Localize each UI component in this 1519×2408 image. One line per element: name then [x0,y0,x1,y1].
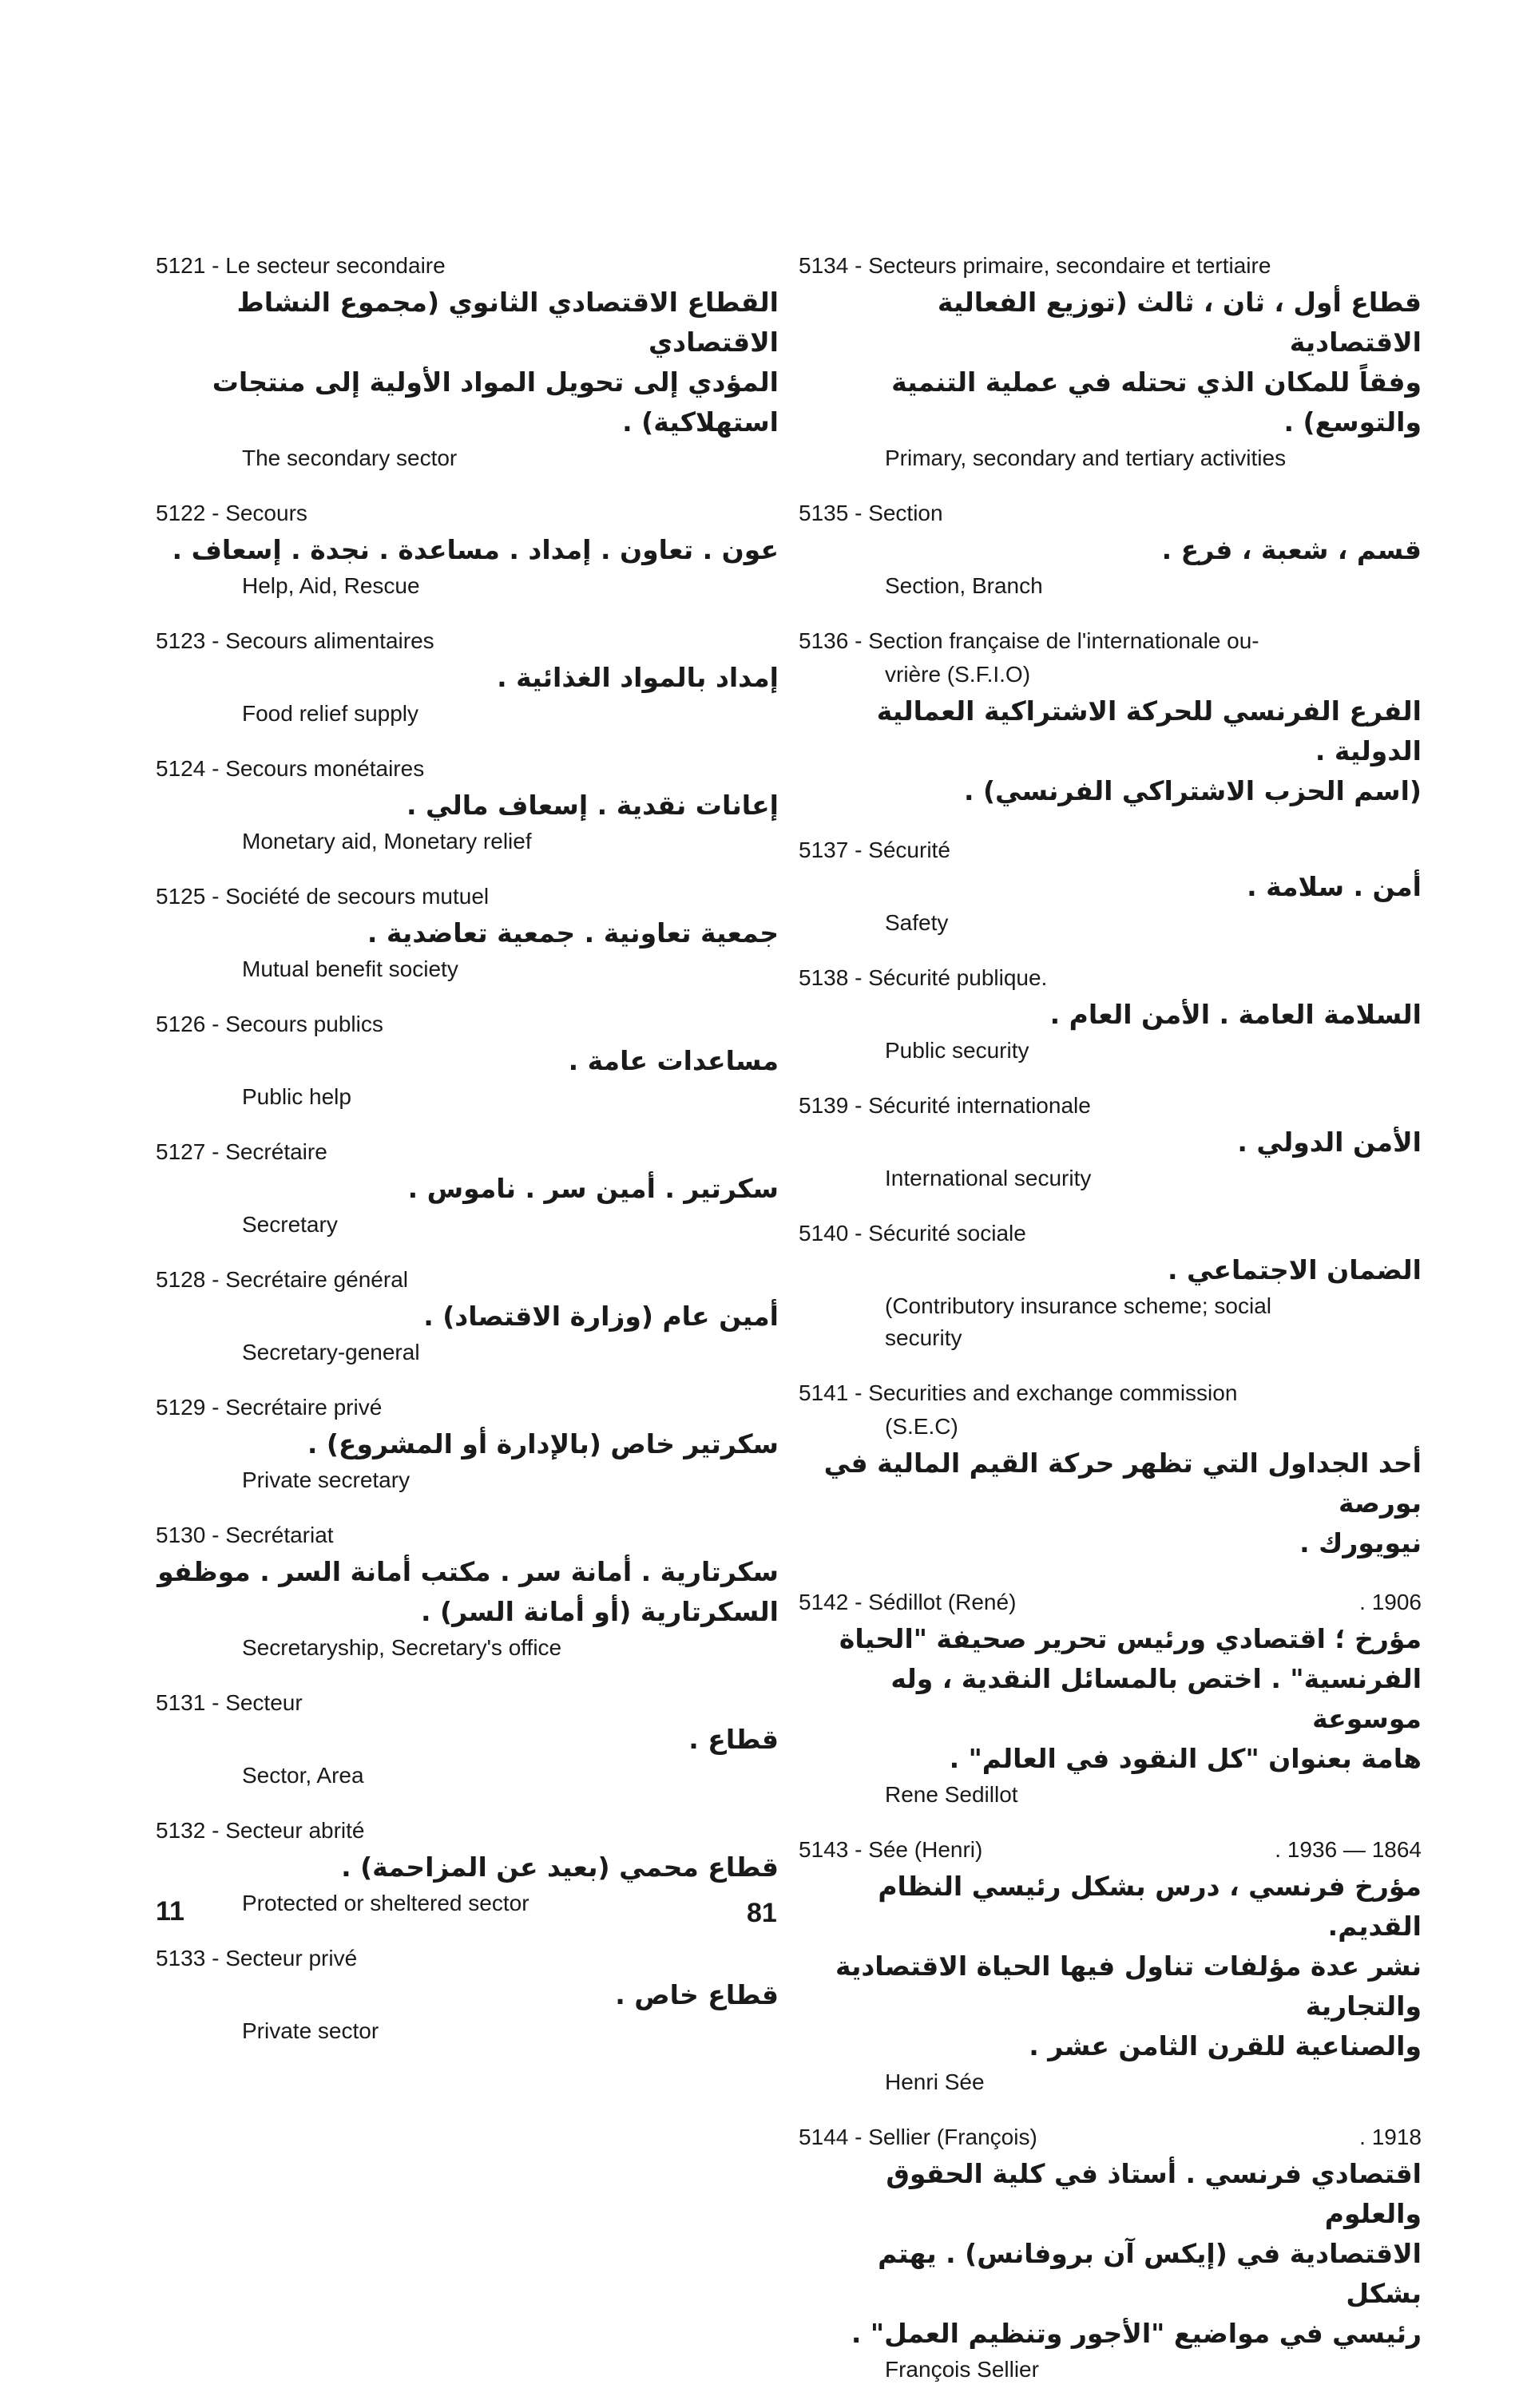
entry-separator: - [848,1837,869,1862]
entry-heading [156,1263,779,1297]
entry-dates: . 1906 [1359,1590,1422,1614]
arabic-definition: سكرتير خاص (بالإدارة أو المشروع) . [307,1428,779,1459]
entry-heading [799,2121,1422,2154]
entry-number: 5143 [799,1837,849,1862]
right-column [799,249,1422,2408]
entry-number: 5141 [799,1380,849,1405]
entry-number: 5132 [156,1818,206,1843]
entry-number: 5135 [799,501,849,525]
entry-heading [799,961,1422,995]
english-equivalent: Private sector [242,2018,379,2043]
entry-heading [156,1519,779,1552]
english-equivalent: Help, Aid, Rescue [242,573,420,598]
english-equivalent: Secretaryship, Secretary's office [242,1635,562,1660]
entry-term: Secteur privé [225,1946,358,1970]
arabic-definition: نشر عدة مؤلفات تناول فيها الحياة الاقتصادية والتجارية [835,1951,1422,2022]
arabic-definition: عون . تعاون . إمداد . مساعدة . نجدة . إسعاف . [172,534,779,565]
entry-term: Secrétaire général [225,1267,408,1292]
entry-number: 5139 [799,1093,849,1118]
arabic-definition: اقتصادي فرنسي . أستاذ في كلية الحقوق والعلوم [886,2158,1422,2229]
entry-separator: - [205,628,226,653]
entry-term: Secours [225,501,307,525]
english-equivalent: Monetary aid, Monetary relief [242,829,532,853]
entry-dates: . 1936 — 1864 [1275,1837,1422,1862]
entry-heading [799,249,1422,283]
entry-number: 5137 [799,838,849,862]
entry-term: Secrétaire [225,1139,327,1164]
arabic-definition: قطاع محمي (بعيد عن المزاحمة) . [341,1852,779,1883]
dictionary-entry [156,880,779,985]
english-equivalent: Protected or sheltered sector [242,1891,529,1915]
entry-dates: . 1918 [1359,2125,1422,2149]
entry-number: 5142 [799,1590,849,1614]
entry-number: 5136 [799,628,849,653]
arabic-definition: إمداد بالمواد الغذائية . [497,662,779,693]
entry-term: Secteur [225,1690,303,1715]
english-equivalent: Food relief supply [242,701,419,726]
entry-term: Section [868,501,943,525]
entry-number: 5144 [799,2125,849,2149]
entry-number: 5129 [156,1395,206,1420]
entry-number: 5126 [156,1012,206,1036]
dictionary-entry [156,1942,779,2047]
english-equivalent: security [885,1325,962,1350]
entry-term: Secteur abrité [225,1818,365,1843]
entry-heading [156,752,779,786]
english-equivalent: International security [885,1166,1092,1190]
entry-term: Sédillot (René) [868,1590,1017,1614]
entry-term: Secours monétaires [225,756,425,781]
arabic-definition: قسم ، شعبة ، فرع . [1161,534,1422,565]
entry-heading [799,1089,1422,1123]
entry-number: 5127 [156,1139,206,1164]
english-equivalent: Secretary-general [242,1340,420,1364]
entry-separator: - [205,1946,226,1970]
dictionary-entry [799,1089,1422,1194]
entry-separator: - [848,965,869,990]
arabic-definition: الفرنسية" . اختص بالمسائل النقدية ، وله موسوعة [890,1663,1422,1734]
entry-number: 5122 [156,501,206,525]
entry-heading-continued: (S.E.C) [885,1414,958,1439]
dictionary-entry [799,834,1422,939]
entry-term: Secours publics [225,1012,383,1036]
arabic-definition: نيويورك . [1299,1527,1422,1558]
entry-number: 5131 [156,1690,206,1715]
entry-heading [799,624,1422,658]
entry-separator: - [205,1012,226,1036]
arabic-definition: قطاع خاص . [615,1979,779,2010]
english-equivalent: François Sellier [885,2357,1039,2382]
dictionary-entry [799,961,1422,1067]
entry-heading [156,880,779,913]
english-equivalent: Secretary [242,1212,338,1237]
entry-heading-continued: vrière (S.F.I.O) [885,662,1031,687]
entry-term: Sécurité sociale [868,1221,1026,1246]
entry-separator: - [848,253,869,278]
english-equivalent: Henri Sée [885,2069,985,2094]
arabic-definition: الأمن الدولي . [1237,1127,1422,1158]
entry-heading [799,1833,1422,1867]
entry-number: 5134 [799,253,849,278]
entry-separator: - [848,1590,869,1614]
entry-separator: - [205,1523,226,1547]
arabic-definition: أمين عام (وزارة الاقتصاد) . [423,1301,779,1332]
entry-separator: - [205,884,226,909]
arabic-definition: وفقاً للمكان الذي تحتله في عملية التنمية والتوسع) . [891,366,1422,438]
entry-term: Sellier (François) [868,2125,1037,2149]
entry-separator: - [205,501,226,525]
entry-term: Sée (Henri) [868,1837,983,1862]
entry-heading [156,624,779,658]
entry-number: 5128 [156,1267,206,1292]
entry-term: Sécurité publique. [868,965,1048,990]
arabic-definition: إعانات نقدية . إسعاف مالي . [406,790,779,821]
arabic-definition: السلامة العامة . الأمن العام . [1049,999,1422,1030]
page-number: 81 [747,1898,777,1928]
arabic-definition: أحد الجداول التي تظهر حركة القيم المالية في بورصة [823,1448,1422,1519]
entry-term: Secrétariat [225,1523,334,1547]
dictionary-entry [799,624,1422,811]
entry-heading [156,1135,779,1169]
entry-heading [156,1942,779,1975]
entry-number: 5125 [156,884,206,909]
dictionary-entry [156,1135,779,1241]
entry-separator: - [848,838,869,862]
entry-separator: - [205,1139,226,1164]
dictionary-entry [156,1008,779,1113]
entry-number: 5133 [156,1946,206,1970]
arabic-definition: استهلاكية) . [622,406,779,438]
entry-separator: - [205,1690,226,1715]
dictionary-entry [156,497,779,602]
arabic-definition: الضمان الاجتماعي . [1168,1254,1422,1285]
english-equivalent: The secondary sector [242,446,458,470]
arabic-definition: المؤدي إلى تحويل المواد الأولية إلى منتجات [212,366,779,398]
entry-number: 5124 [156,756,206,781]
english-equivalent: Section, Branch [885,573,1043,598]
entry-separator: - [205,1395,226,1420]
entry-separator: - [205,1818,226,1843]
arabic-definition: والصناعية للقرن الثامن عشر . [1029,2030,1422,2061]
dictionary-entry [799,249,1422,474]
entry-number: 5123 [156,628,206,653]
english-equivalent: Sector, Area [242,1763,364,1788]
dictionary-entry [799,1376,1422,1563]
entry-heading [156,1008,779,1041]
entry-number: 5130 [156,1523,206,1547]
entry-heading [156,497,779,530]
dictionary-entry [799,1833,1422,2098]
entry-term: Le secteur secondaire [225,253,446,278]
english-equivalent: Safety [885,910,949,935]
entry-separator: - [848,1221,869,1246]
entry-separator: - [205,756,226,781]
arabic-definition: السكرتارية (أو أمانة السر) . [420,1596,779,1627]
entry-heading [799,1376,1422,1410]
arabic-definition: أمن . سلامة . [1247,871,1422,902]
dictionary-entry [156,1814,779,1919]
english-equivalent: Rene Sedillot [885,1782,1018,1807]
english-equivalent: (Contributory insurance scheme; social [885,1293,1271,1318]
entry-separator: - [848,1093,869,1118]
arabic-definition: الاقتصادية في (إيكس آن بروفانس) . يهتم بشكل [878,2238,1422,2309]
folio-left: 11 [156,1896,184,1927]
arabic-definition: سكرتير . أمين سر . ناموس . [407,1173,779,1204]
arabic-definition: جمعية تعاونية . جمعية تعاضدية . [367,917,779,949]
entry-term: Secrétaire privé [225,1395,383,1420]
entry-separator: - [848,501,869,525]
entry-term: Sécurité [868,838,950,862]
dictionary-entry [156,1391,779,1496]
left-column [156,249,779,2069]
entry-number: 5138 [799,965,849,990]
entry-separator: - [848,628,869,653]
entry-separator: - [848,1380,869,1405]
entry-term: Secteurs primaire, secondaire et tertiaire [868,253,1271,278]
arabic-definition: سكرتارية . أمانة سر . مكتب أمانة السر . موظفو [157,1556,779,1587]
dictionary-entry [799,2121,1422,2386]
entry-term: Securities and exchange commission [868,1380,1238,1405]
dictionary-entry [156,1263,779,1368]
arabic-definition: الفرع الفرنسي للحركة الاشتراكية العمالية الدولية . [876,695,1422,766]
entry-term: Sécurité internationale [868,1093,1091,1118]
dictionary-entry [799,1217,1422,1354]
dictionary-entry [156,249,779,474]
entry-heading [156,1814,779,1848]
entry-separator: - [848,2125,869,2149]
arabic-definition: قطاع . [688,1724,779,1755]
dictionary-entry [799,497,1422,602]
arabic-definition: مؤرخ ؛ اقتصادي ورئيس تحرير صحيفة "الحياة [839,1623,1422,1654]
entry-separator: - [205,1267,226,1292]
english-equivalent: Public security [885,1038,1029,1063]
dictionary-entry [156,624,779,730]
entry-term: Secours alimentaires [225,628,434,653]
dictionary-entry [156,752,779,857]
entry-heading [799,1586,1422,1619]
entry-heading [799,497,1422,530]
entry-number: 5140 [799,1221,849,1246]
entry-heading [156,249,779,283]
arabic-definition: مؤرخ فرنسي ، درس بشكل رئيسي النظام القديم. [878,1871,1422,1942]
english-equivalent: Private secretary [242,1467,410,1492]
english-equivalent: Public help [242,1084,351,1109]
entry-heading [799,834,1422,867]
entry-heading [799,1217,1422,1250]
arabic-definition: القطاع الاقتصادي الثانوي (مجموع النشاط الاقتصادي [236,287,779,358]
arabic-definition: قطاع أول ، ثان ، ثالث (توزيع الفعالية الاقتصادية [937,287,1422,358]
arabic-definition: (اسم الحزب الاشتراكي الفرنسي) . [963,775,1422,806]
english-equivalent: Mutual benefit society [242,956,458,981]
entry-heading [156,1686,779,1720]
entry-separator: - [205,253,226,278]
arabic-definition: مساعدات عامة . [568,1045,779,1076]
arabic-definition: هامة بعنوان "كل النقود في العالم" . [949,1743,1422,1774]
dictionary-entry [799,1586,1422,1811]
arabic-definition: رئيسي في مواضيع "الأجور وتنظيم العمل" . [851,2318,1422,2349]
entry-number: 5121 [156,253,206,278]
entry-term: Société de secours mutuel [225,884,490,909]
entry-heading [156,1391,779,1424]
entry-term: Section française de l'internationale ou- [868,628,1259,653]
dictionary-entry [156,1686,779,1792]
dictionary-entry [156,1519,779,1664]
english-equivalent: Primary, secondary and tertiary activities [885,446,1287,470]
